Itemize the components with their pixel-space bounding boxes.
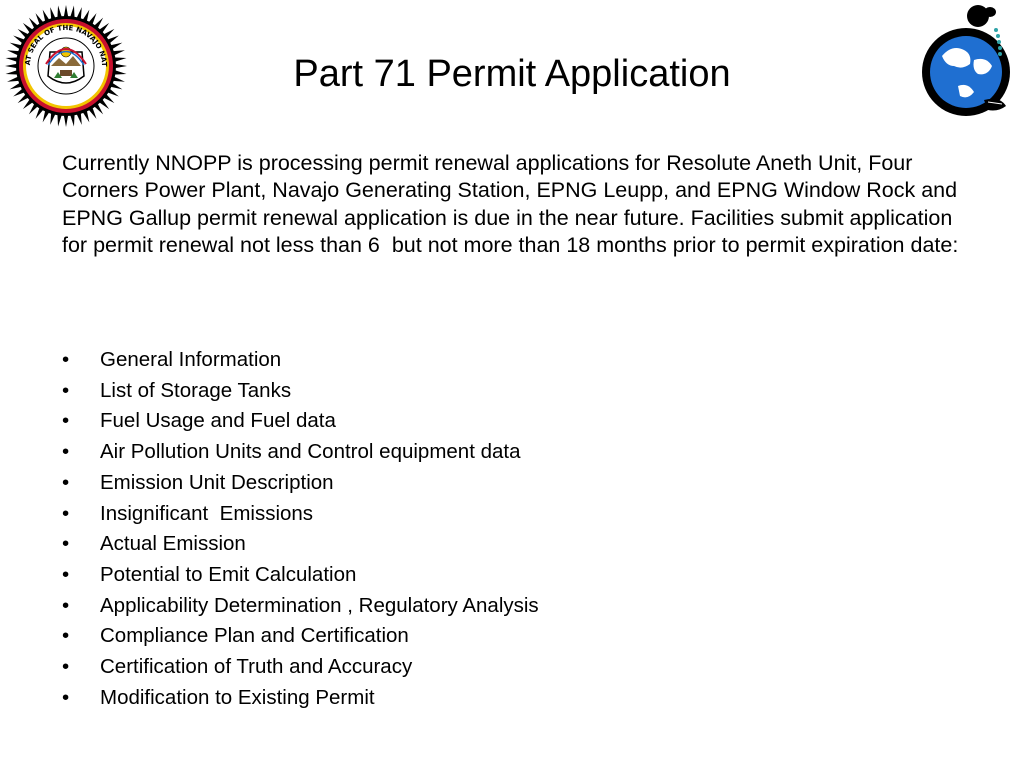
bullet-icon: • xyxy=(62,685,70,709)
bullet-icon: • xyxy=(62,593,70,617)
list-item xyxy=(62,621,539,652)
bullet-icon: • xyxy=(62,655,70,679)
bullet-icon: • xyxy=(62,470,70,494)
list-item-label: Applicability Determination , Regulatory Analysis xyxy=(100,593,539,617)
list-item xyxy=(62,376,539,407)
list-item-label: Fuel Usage and Fuel data xyxy=(100,409,336,433)
seal-text: AT SEAL OF THE NAVAJO NAT xyxy=(23,23,109,67)
bullet-icon: • xyxy=(62,562,70,586)
list-item xyxy=(62,560,539,591)
list-item xyxy=(62,406,539,437)
bullet-icon: • xyxy=(62,409,70,433)
list-item-label: Emission Unit Description xyxy=(100,470,334,494)
list-item-label: Compliance Plan and Certification xyxy=(100,624,409,648)
bullet-icon: • xyxy=(62,624,70,648)
requirements-list xyxy=(62,345,539,713)
bullet-icon: • xyxy=(62,348,70,371)
list-item xyxy=(62,652,539,683)
page-title: Part 71 Permit Application xyxy=(293,53,731,95)
list-item-label: Insignificant Emissions xyxy=(100,501,314,525)
bullet-icon: • xyxy=(62,532,70,556)
list-item xyxy=(62,591,539,622)
bullet-icon: • xyxy=(62,501,70,525)
list-item xyxy=(62,499,539,530)
bullet-icon: • xyxy=(62,440,70,464)
list-item-label: Modification to Existing Permit xyxy=(100,685,375,709)
list-item xyxy=(62,683,539,714)
navajo-epa-earth-figure-icon xyxy=(918,0,1022,124)
list-item-label: General Information xyxy=(100,348,282,371)
list-item xyxy=(62,468,539,499)
bullet-icon: • xyxy=(62,378,70,402)
list-item xyxy=(62,529,539,560)
intro-paragraph: Currently NNOPP is processing permit renewal applications for Resolute Aneth Unit, Four Corners Power Plant, Navajo Generating Station, EPNG Leupp, and EPNG Window Rock and EPNG Gallup permit renewal application is due in the near future. Facilities submit application for permit renewal not less than 6 but not more than 18 months prior to permit expiration date: xyxy=(62,151,964,258)
list-item-label: Certification of Truth and Accuracy xyxy=(100,655,413,679)
list-item xyxy=(62,345,539,376)
list-item-label: List of Storage Tanks xyxy=(100,378,292,402)
list-item xyxy=(62,437,539,468)
list-item-label: Air Pollution Units and Control equipment data xyxy=(100,440,521,464)
list-item-label: Actual Emission xyxy=(100,532,246,556)
list-item-label: Potential to Emit Calculation xyxy=(100,562,357,586)
